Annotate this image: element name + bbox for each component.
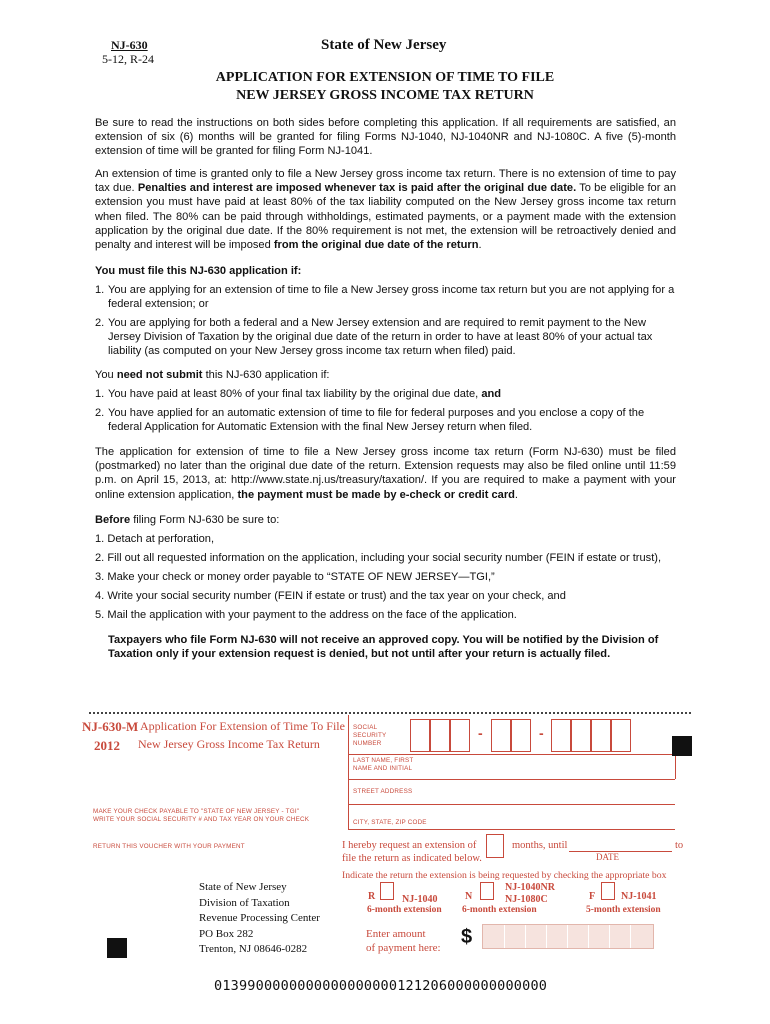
online-filing-paragraph: The application for extension of time to file a New Jersey gross income tax return (Form NJ-630) must be filed (postmarked) no later than the original due date of the return. Extension requests may also be filed online until 11:59 p.m. on April 15, 2013, at: http://www.state.nj.us/treasury/taxation/. If you are required to make a payment with your online extension application, the payment must be made by e-check or credit card.: [95, 446, 676, 501]
ssn-label: SOCIAL SECURITY NUMBER: [353, 724, 387, 747]
option-n-code: N: [465, 891, 473, 902]
intro-paragraph-1: Be sure to read the instructions on both sides before completing this application. If all requirements are satisfied, an extension of six (6) months will be granted for filing Forms NJ-1040, NJ-1040NR and NJ-1080C. A five (5)-month extension of time will be granted for filing Form NJ-1041.: [95, 117, 676, 158]
ssn-dash: -: [539, 725, 544, 741]
option-n-form-2: NJ-1080C: [505, 894, 548, 905]
perforation-line[interactable]: [89, 712, 691, 714]
ssn-digit-box[interactable]: [591, 719, 611, 752]
months-box[interactable]: [486, 834, 504, 858]
file-return-text: file the return as indicated below.: [342, 853, 482, 864]
ssn-digit-box[interactable]: [511, 719, 531, 752]
ssn-digit-box[interactable]: [450, 719, 470, 752]
field-divider: [675, 754, 676, 779]
ocr-scanline: 0139900000000000000000121206000000000000: [214, 978, 548, 994]
registration-mark: [672, 736, 692, 756]
ssn-digit-box[interactable]: [430, 719, 450, 752]
to-text: to: [675, 840, 684, 851]
option-f-form: NJ-1041: [621, 891, 657, 902]
ssn-digit-box[interactable]: [611, 719, 631, 752]
ssn-digit-box[interactable]: [571, 719, 591, 752]
mailing-address: State of New Jersey Division of Taxation Revenue Processing Center PO Box 282 Trenton, NJ 08646-0282: [199, 881, 320, 955]
before-item-5: 5. Mail the application with your payment to the address on the face of the application.: [95, 609, 517, 621]
option-f-code: F: [589, 891, 596, 902]
must-file-heading: You must file this NJ-630 application if:: [95, 265, 302, 277]
before-item-4: 4. Write your social security number (FEIN if estate or trust) and the tax year on your check, and: [95, 590, 566, 602]
notice-text: Taxpayers who file Form NJ-630 will not receive an approved copy. You will be notified by the Division of Taxation only if your extension request is denied, but not until after your return is actually filed.: [108, 634, 659, 661]
ssn-digit-box[interactable]: [410, 719, 430, 752]
before-filing-heading: Before filing Form NJ-630 be sure to:: [95, 514, 280, 526]
option-n-note: 6-month extension: [462, 905, 537, 915]
amount-label: Enter amount of payment here:: [366, 928, 441, 954]
need-not-heading: You need not submit this NJ-630 application if:: [95, 369, 330, 381]
form-title-line1: APPLICATION FOR EXTENSION OF TIME TO FILE: [215, 70, 555, 85]
need-not-item-1: 1. You have paid at least 80% of your final tax liability by the original due date, and: [95, 388, 502, 400]
option-n-form-1: NJ-1040NR: [505, 882, 555, 893]
field-divider: [348, 754, 675, 755]
street-address-field[interactable]: STREET ADDRESS: [353, 788, 413, 795]
before-item-1: 1. Detach at perforation,: [95, 533, 215, 545]
indicate-return-text: Indicate the return the extension is being requested by checking the appropriate box: [342, 870, 667, 881]
dollar-sign: $: [461, 926, 473, 948]
before-item-3: 3. Make your check or money order payable to “STATE OF NEW JERSEY—TGI,”: [95, 571, 495, 583]
date-label: DATE: [596, 852, 619, 862]
form-id: NJ-630: [111, 38, 148, 52]
request-extension-text: I hereby request an extension of: [342, 840, 477, 851]
field-divider: [348, 804, 675, 805]
before-item-2: 2. Fill out all requested information on the application, including your social security number (FEIN if estate or trust),: [95, 552, 662, 564]
field-divider: [348, 829, 675, 830]
payment-amount-input[interactable]: [482, 924, 654, 949]
voucher-title-line1: Application For Extension of Time To File: [140, 719, 345, 733]
option-r-note: 6-month extension: [367, 905, 442, 915]
ssn-dash: -: [478, 725, 483, 741]
registration-mark: [107, 938, 127, 958]
must-file-item-1: 1. You are applying for an extension of time to file a New Jersey gross income tax return but you are not applying for a federal extension; or: [95, 284, 675, 311]
state-title: State of New Jersey: [321, 37, 447, 53]
option-r-form: NJ-1040: [402, 894, 438, 905]
option-f-note: 5-month extension: [586, 905, 661, 915]
option-r-code: R: [368, 891, 376, 902]
intro-paragraph-2: An extension of time is granted only to file a New Jersey gross income tax return. There is no extension of time to pay tax due. Penalties and interest are imposed whenever tax is paid after the original due date. To be eligible for an extension you must have paid at least 80% of the tax liability computed on the New Jersey gross income tax return when filed. The 80% can be paid through withholdings, estimated payments, or a payment made with the extension application by the original due date. If the 80% requirement is not met, the extension will be retroactively denied and penalty and interest will be imposed from the original due date of the return.: [95, 168, 676, 252]
need-not-item-2: 2. You have applied for an automatic extension of time to file for federal purposes and you enclose a copy of the federal Application for Automatic Extension with the final New Jersey return when filed.: [95, 407, 645, 434]
option-f-checkbox[interactable]: [601, 882, 615, 900]
payable-instruction: MAKE YOUR CHECK PAYABLE TO "STATE OF NEW JERSEY - TGI" WRITE YOUR SOCIAL SECURITY # AND TAX YEAR ON YOUR CHECK: [93, 808, 310, 823]
voucher-year: 2012: [94, 738, 120, 753]
voucher-title-line2: New Jersey Gross Income Tax Return: [138, 737, 320, 751]
ssn-digit-box[interactable]: [551, 719, 571, 752]
option-n-checkbox[interactable]: [480, 882, 494, 900]
date-input[interactable]: [569, 851, 672, 852]
form-title-line2: NEW JERSEY GROSS INCOME TAX RETURN: [236, 88, 534, 103]
field-divider: [348, 779, 675, 780]
name-field-label[interactable]: LAST NAME, FIRST NAME AND INITIAL: [353, 757, 414, 772]
option-r-checkbox[interactable]: [380, 882, 394, 900]
must-file-item-2: 2. You are applying for both a federal and a New Jersey extension and are required to remit payment to the New Jersey Division of Taxation by the original due date of the return in order to have at least 80% of your actual tax liability (as computed on your New Jersey gross income tax return when filed) paid.: [95, 317, 653, 358]
field-divider: [348, 715, 349, 830]
return-voucher-note: RETURN THIS VOUCHER WITH YOUR PAYMENT: [93, 843, 245, 850]
months-until-text: months, until: [512, 840, 568, 851]
city-state-zip-field[interactable]: CITY, STATE, ZIP CODE: [353, 819, 427, 826]
form-revision: 5-12, R-24: [102, 52, 154, 66]
voucher-form-code: NJ-630-M: [82, 719, 139, 734]
ssn-digit-box[interactable]: [491, 719, 511, 752]
